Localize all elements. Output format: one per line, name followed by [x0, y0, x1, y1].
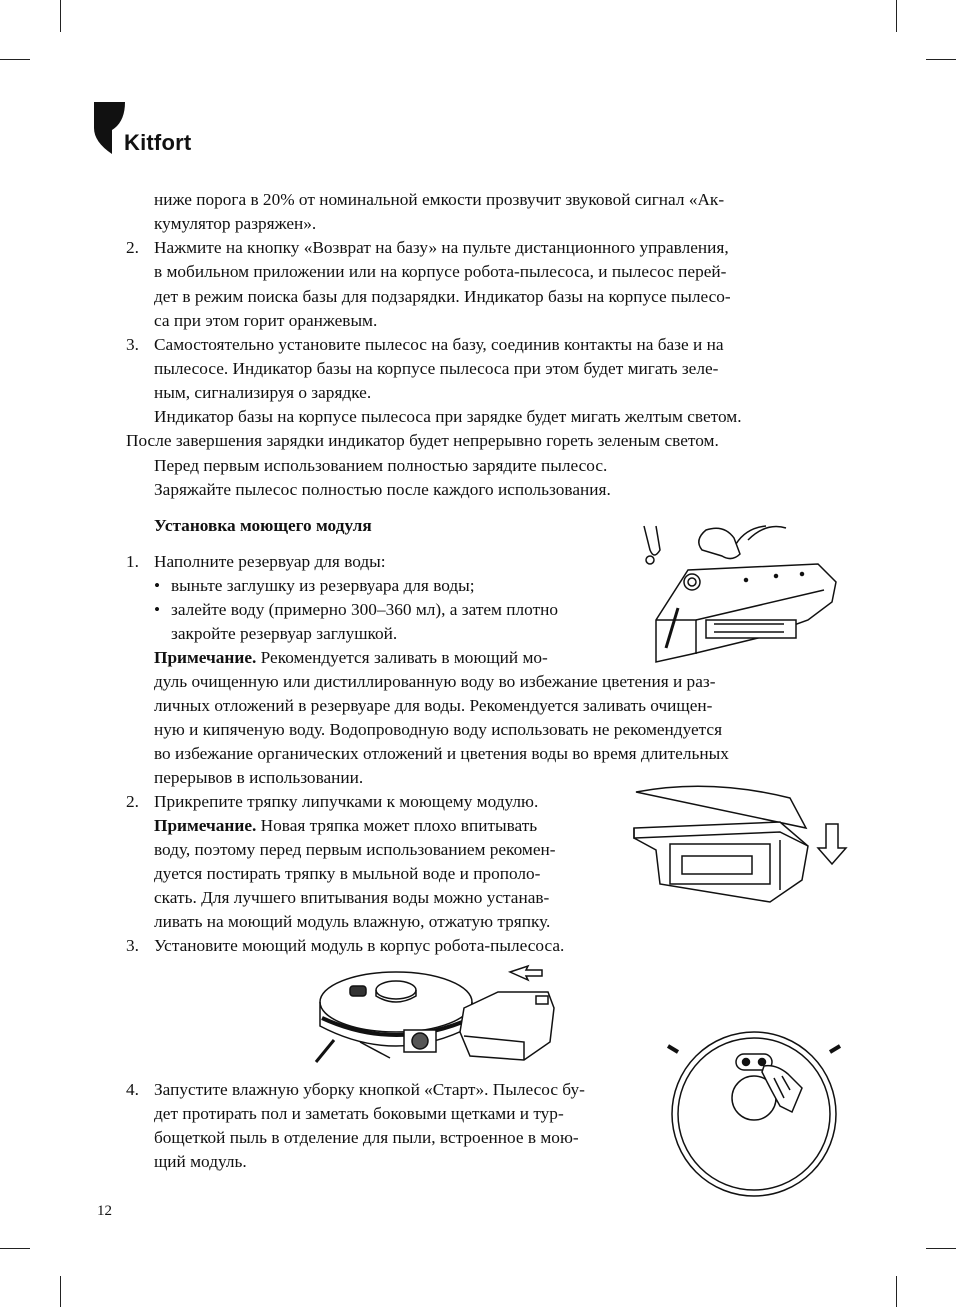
paragraph-line: дет в режим поиска базы для подзарядки. Индикатор базы на корпусе пылесо- [154, 287, 731, 306]
paragraph-line: бощеткой пыль в отделение для пыли, встроенное в мою- [154, 1128, 579, 1147]
crop-mark [60, 0, 61, 32]
step-number: 4. [126, 1080, 139, 1099]
paragraph-line: щий модуль. [154, 1152, 247, 1171]
note-label: Примечание. [154, 648, 257, 667]
paragraph-line: пылесосе. Индикатор базы на корпусе пылесоса при этом будет мигать зеле- [154, 359, 719, 378]
paragraph-line: После завершения зарядки индикатор будет непрерывно гореть зеленым светом. [126, 431, 719, 450]
water-tank-fill-illustration [636, 520, 846, 666]
kitfort-logo-icon [92, 100, 128, 156]
start-button-press-illustration [664, 1018, 842, 1200]
note-line: дуется постирать тряпку в мыльной воде и прополо- [154, 864, 541, 883]
section-title: Установка моющего модуля [154, 516, 372, 535]
note-line: личных отложений в резервуаре для воды. Рекомендуется заливать очищен- [154, 696, 713, 715]
crop-mark [926, 59, 956, 60]
paragraph-line: Установите моющий модуль в корпус робота-пылесоса. [154, 936, 565, 955]
note-line: ную и кипяченую воду. Водопроводную воду использовать не рекомендуется [154, 720, 723, 739]
paragraph-line: Наполните резервуар для воды: [154, 552, 386, 571]
bullet-text: залейте воду (примерно 300–360 мл), а затем плотно [171, 600, 559, 619]
step-number: 3. [126, 335, 139, 354]
step-number: 2. [126, 792, 139, 811]
paragraph-line: в мобильном приложении или на корпусе робота-пылесоса, и пылесос перей- [154, 262, 727, 281]
note-line: воду, поэтому перед первым использованием рекомен- [154, 840, 556, 859]
note-line: ливать на моющий модуль влажную, отжатую тряпку. [154, 912, 551, 931]
note-text: Новая тряпка может плохо впитывать [260, 816, 538, 835]
paragraph-line: дет протирать пол и заметать боковыми щетками и тур- [154, 1104, 564, 1123]
crop-mark [0, 59, 30, 60]
note-line [154, 646, 548, 670]
crop-mark [896, 0, 897, 32]
bullet-symbol: • [154, 600, 161, 619]
paragraph-line: Индикатор базы на корпусе пылесоса при зарядке будет мигать желтым светом. [154, 407, 742, 426]
note-line: перерывов в использовании. [154, 768, 364, 787]
bullet-text: закройте резервуар заглушкой. [171, 624, 398, 643]
step-number: 3. [126, 936, 139, 955]
crop-mark [0, 1248, 30, 1249]
paragraph-line: Заряжайте пылесос полностью после каждого использования. [154, 480, 611, 499]
note-line: во избежание органических отложений и цветения воды во время длительных [154, 744, 729, 763]
note-label: Примечание. [154, 816, 257, 835]
brand-name: Kitfort [124, 130, 192, 155]
paragraph-line: кумулятор разряжен». [154, 214, 317, 233]
paragraph-line: Запустите влажную уборку кнопкой «Старт». Пылесос бу- [154, 1080, 585, 1099]
paragraph-line: ниже порога в 20% от номинальной емкости прозвучит звуковой сигнал «Ак- [154, 190, 725, 209]
bullet-text: выньте заглушку из резервуара для воды; [171, 576, 475, 595]
bullet-symbol: • [154, 576, 161, 595]
paragraph-line: Нажмите на кнопку «Возврат на базу» на пульте дистанционного управления, [154, 238, 729, 257]
crop-mark [926, 1248, 956, 1249]
crop-mark [896, 1276, 897, 1307]
note-line: скать. Для лучшего впитывания воды можно устанав- [154, 888, 550, 907]
note-text: Рекомендуется заливать в моющий мо- [260, 648, 548, 667]
step-number: 2. [126, 238, 139, 257]
paragraph-line: Прикрепите тряпку липучками к моющему модулю. [154, 792, 539, 811]
note-line: дуль очищенную или дистиллированную воду во избежание цветения и раз- [154, 672, 716, 691]
note-line [154, 814, 537, 838]
mop-cloth-attach-illustration [630, 780, 850, 910]
paragraph-line: ным, сигнализируя о зарядке. [154, 383, 372, 402]
crop-mark [60, 1276, 61, 1307]
step-number: 1. [126, 552, 139, 571]
page-number: 12 [97, 1203, 112, 1219]
paragraph-line: Самостоятельно установите пылесос на базу, соединив контакты на базе и на [154, 335, 724, 354]
paragraph-line: Перед первым использованием полностью зарядите пылесос. [154, 456, 608, 475]
robot-module-insert-illustration [310, 962, 560, 1072]
paragraph-line: са при этом горит оранжевым. [154, 311, 378, 330]
